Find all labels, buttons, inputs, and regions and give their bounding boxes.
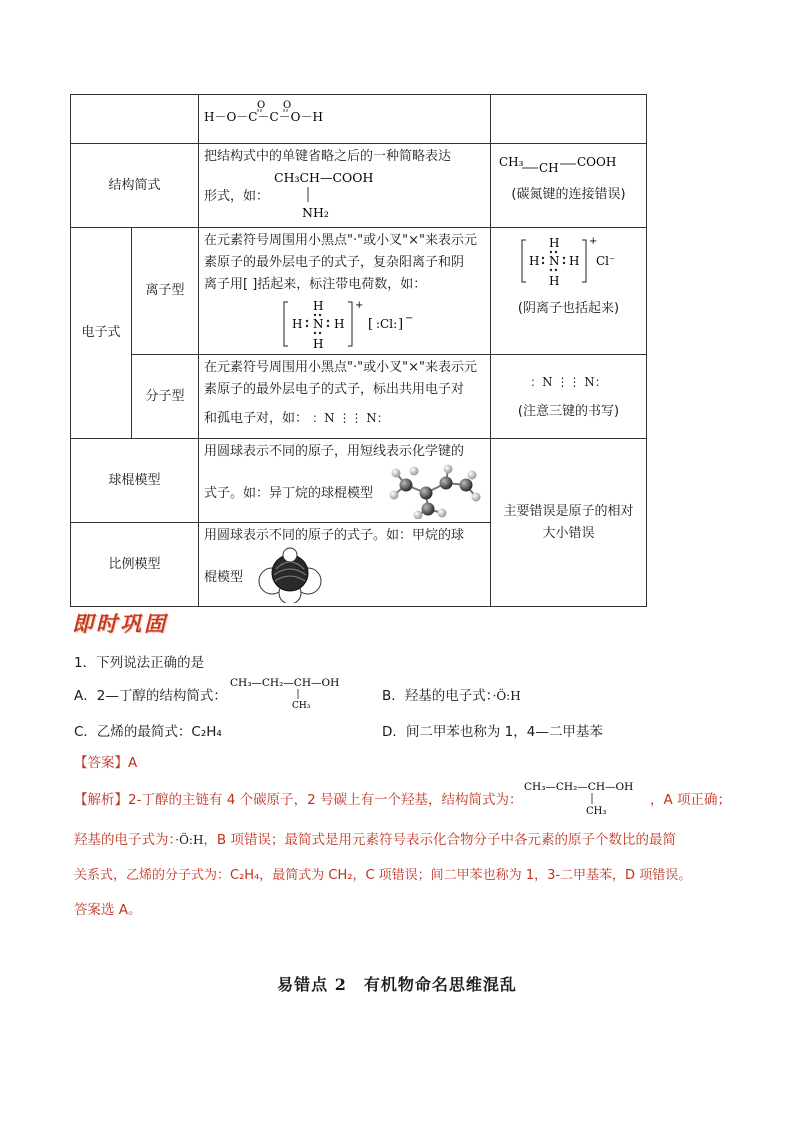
svg-text:H: H [569, 254, 580, 268]
table-cell [199, 95, 491, 144]
wrong-structure [496, 146, 642, 178]
table-cell [491, 228, 647, 355]
answer-value: A [128, 755, 138, 771]
representation-table [70, 94, 647, 607]
alanine-structure [272, 168, 402, 224]
formula-bottom: NH₂ [302, 205, 329, 220]
table-row [71, 228, 647, 355]
error-note: (碳氮键的连接错误) [511, 187, 626, 202]
svg-text:H: H [292, 317, 303, 331]
table-row [71, 95, 647, 144]
svg-text::Cl:: :Cl: [376, 317, 398, 331]
analysis-line-1-end: ，A 项正确； [650, 792, 732, 808]
svg-text:COOH: COOH [577, 155, 617, 169]
nitrogen-electron-formula: ：N ⋮⋮ N： [530, 374, 607, 389]
formula-top: CH₃CH—COOH [274, 170, 374, 185]
svg-text:CH₃—CH₂—CH—OH: CH₃—CH₂—CH—OH [524, 781, 634, 793]
section-heading: 易错点 2 有机物命名思维混乱 [277, 975, 517, 994]
answer-line [74, 751, 137, 771]
svg-text:+: + [589, 236, 598, 247]
oxygen-atom: O [283, 100, 292, 111]
option-c: C．乙烯的最简式：C₂H₄ [74, 724, 222, 740]
error-note: (注意三键的书写) [517, 403, 620, 419]
analysis-line-2: 羟基的电子式为：·Ö:H，B 项错误；最简式是用元素符号表示化合物分子中各元素的原子个数比的最简 [74, 832, 676, 848]
svg-text:H: H [313, 299, 324, 313]
table-cell [491, 355, 647, 439]
description-line: 把结构式中的单键省略之后的一种简略表达 [204, 149, 452, 164]
svg-text:CH₃: CH₃ [292, 701, 311, 710]
table-cell [491, 95, 647, 144]
hydroxyl-electron-formula: ·Ö:H [492, 689, 521, 703]
error-note: 大小错误 [542, 525, 595, 541]
svg-text:H: H [549, 274, 560, 288]
category-label: 电子式 [71, 228, 132, 439]
category-label: 比例模型 [71, 523, 199, 607]
svg-text:Cl⁻: Cl⁻ [596, 254, 616, 268]
table-row [71, 439, 647, 523]
table-cell: 在元素符号周围用小黑点"·"或小叉"×"来表示元 素原子的最外层电子的式子，复杂阳离子和阴 离子用[ ]括起来，标注带电荷数，如： H H N H H + [ :Cl: ] − [199, 228, 491, 355]
option-a: A．2—丁醇的结构简式： [74, 688, 227, 704]
table-cell [71, 95, 199, 144]
category-label: 结构简式 [71, 144, 199, 228]
svg-text:+: + [355, 300, 364, 311]
analysis-line-1: 【解析】2-丁醇的主链有 4 个碳原子，2 号碳上有一个羟基，结构简式为： [74, 792, 523, 808]
analysis-line-3: 关系式，乙烯的分子式为：C₂H₄，最简式为 CH₂，C 项错误；间二甲苯也称为 1，3-二甲基苯，D 项错误。 [74, 868, 692, 883]
svg-text:CH: CH [539, 161, 559, 175]
svg-text:N: N [313, 317, 324, 331]
methane-space-filling-model [254, 547, 326, 603]
subcategory-label: 分子型 [132, 355, 199, 439]
acid-structural-formula [204, 97, 364, 133]
subcategory-label: 离子型 [132, 228, 199, 355]
option-b: B．羟基的电子式：·Ö:H [382, 688, 521, 704]
description-line: 形式，如： [204, 189, 270, 204]
svg-text:H: H [334, 317, 345, 331]
svg-text:H: H [313, 337, 324, 351]
butanol-structure [228, 674, 358, 710]
svg-text:−: − [405, 313, 414, 324]
svg-text:[: [ [368, 317, 374, 332]
option-d: D．间二甲苯也称为 1，4—二甲基苯 [382, 724, 603, 740]
nitrogen-electron-formula: ：N ⋮⋮ N： [312, 411, 389, 425]
analysis-line-4: 答案选 A。 [74, 902, 142, 918]
svg-text:]: ] [398, 317, 404, 332]
table-row [71, 355, 647, 439]
formula-text: H－O－C－C－O－H [204, 110, 323, 124]
table-cell: 用圆球表示不同的原子的式子。如：甲烷的球 棍模型 [199, 523, 491, 607]
svg-text:N: N [549, 254, 560, 268]
svg-text:H: H [529, 254, 540, 268]
question-text: 1．下列说法正确的是 [74, 655, 205, 671]
svg-text:CH₃—CH₂—CH—OH: CH₃—CH₂—CH—OH [230, 677, 340, 689]
table-row [71, 144, 647, 228]
ammonium-chloride-electron-formula [204, 296, 484, 352]
svg-text:H: H [549, 236, 560, 250]
category-label: 球棍模型 [71, 439, 199, 523]
table-cell [491, 144, 647, 228]
practice-banner: 即时巩固 [72, 612, 168, 636]
table-cell [491, 439, 647, 607]
svg-text:CH₃: CH₃ [499, 155, 524, 169]
table-cell [199, 144, 491, 228]
oxygen-atom: O [257, 100, 266, 111]
table-cell: 用圆球表示不同的原子，用短线表示化学键的 式子。如：异丁烷的球棍模型 [199, 439, 491, 523]
error-note: (阴离子也括起来) [517, 301, 620, 316]
isobutane-ball-stick-model [388, 463, 484, 519]
svg-text:CH₃: CH₃ [586, 806, 607, 817]
ammonium-chloride-wrong [496, 230, 642, 292]
error-note: 主要错误是原子的相对 [503, 503, 634, 519]
analysis-tag: 【解析】 [74, 792, 128, 808]
answer-tag: 【答案】 [74, 755, 128, 771]
table-cell: 在元素符号周围用小黑点"·"或小叉"×"来表示元 素原子的最外层电子的式子，标出共用电子对 和孤电子对，如： ：N ⋮⋮ N： [199, 355, 491, 439]
butanol-structure-analysis [522, 778, 652, 818]
